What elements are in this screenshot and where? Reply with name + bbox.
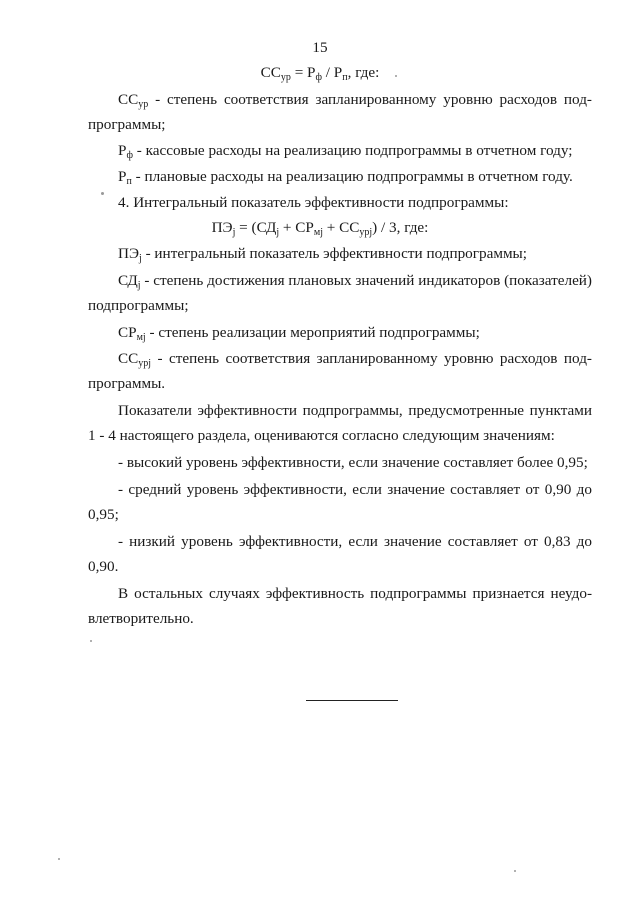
scan-speck xyxy=(514,870,516,872)
definition-ccurj-line1: $СС_{урj}$ - степень соответствия запланированному уровню расходов под- xyxy=(118,350,592,369)
level-high: - высокий уровень эффективности, если значение составляет более 0,95; xyxy=(118,454,588,471)
formula-integral-indicator: $ПЭ_j = (СД_j + СР_{мj} + СС_{урj}) / 3$, где: xyxy=(211,219,429,238)
evaluation-paragraph-line2: 1 - 4 настоящего раздела, оцениваются согласно следующим значениям: xyxy=(88,427,555,444)
definition-ccur-line1: $СС_{ур}$ - степень соответствия запланированному уровню расходов под- xyxy=(118,91,592,110)
scan-speck xyxy=(101,192,104,195)
definition-sd-line1: $СД_j$ - степень достижения плановых значений индикаторов (показателей) xyxy=(118,272,592,291)
level-low-line2: 0,90. xyxy=(88,558,119,575)
end-separator-line xyxy=(306,700,398,701)
unsatisfactory-paragraph-line1: В остальных случаях эффективность подпрограммы признается неудо- xyxy=(118,585,592,602)
definition-sr: $СР_{мj}$ - степень реализации мероприятий подпрограммы; xyxy=(118,324,480,343)
definition-pf: $Р_ф$ - кассовые расходы на реализацию подпрограммы в отчетном году; xyxy=(118,142,573,161)
level-medium-line1: - средний уровень эффективности, если значение составляет от 0,90 до xyxy=(118,481,592,498)
definition-pe: $ПЭ_j$ - интегральный показатель эффективности подпрограммы; xyxy=(118,245,527,264)
scan-speck xyxy=(58,858,60,860)
definition-ccurj-line2: программы. xyxy=(88,375,166,392)
definition-pp: $Р_п$ - плановые расходы на реализацию подпрограммы в отчетном году. xyxy=(118,168,573,187)
level-medium-line2: 0,95; xyxy=(88,506,119,523)
definition-sd-line2: подпрограммы; xyxy=(88,297,189,314)
item-4-heading: 4. Интегральный показатель эффективности подпрограммы: xyxy=(118,194,509,211)
scan-speck xyxy=(395,75,397,77)
definition-ccur-line2: программы; xyxy=(88,116,166,133)
page-number: 15 xyxy=(312,39,328,56)
level-low-line1: - низкий уровень эффективности, если значение составляет от 0,83 до xyxy=(118,533,592,550)
evaluation-paragraph-line1: Показатели эффективности подпрограммы, предусмотренные пунктами xyxy=(118,402,592,419)
scan-speck xyxy=(90,640,92,642)
formula-cost-ratio: $СС_{ур} = Р_ф / Р_п$, где: xyxy=(260,64,380,83)
unsatisfactory-paragraph-line2: влетворительно. xyxy=(88,610,194,627)
